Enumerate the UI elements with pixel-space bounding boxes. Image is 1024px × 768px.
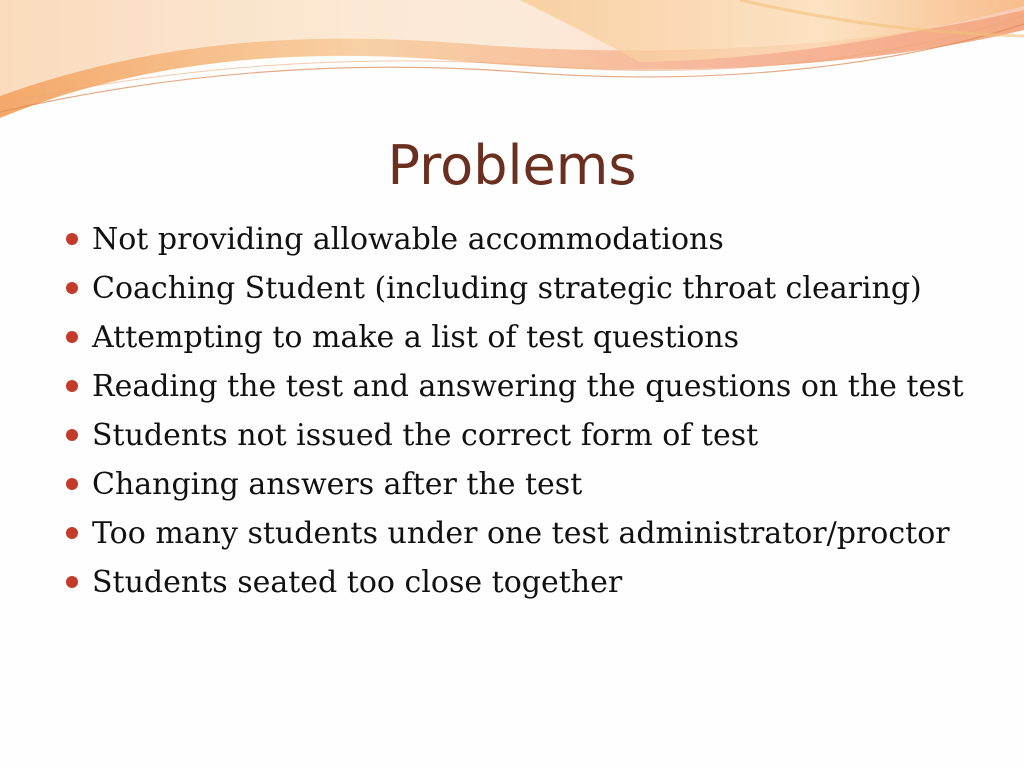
bullet-dot-icon — [66, 331, 78, 343]
slide-title: Problems — [387, 134, 637, 197]
bullet-dot-icon — [66, 380, 78, 392]
bullet-text: Attempting to make a list of test questions — [92, 320, 740, 355]
bullet-dot-icon — [66, 233, 78, 245]
bullet-text: Students not issued the correct form of test — [92, 418, 759, 453]
bullet-item — [62, 318, 972, 357]
bullet-item — [62, 563, 972, 602]
bullet-text: Reading the test and answering the questions on the test — [92, 369, 964, 404]
bullet-dot-icon — [66, 527, 78, 539]
bullet-item — [62, 269, 972, 308]
bullet-dot-icon — [66, 429, 78, 441]
bullet-text: Coaching Student (including strategic throat clearing) — [92, 271, 922, 306]
bullet-list — [62, 220, 972, 612]
bullet-item — [62, 220, 972, 259]
bullet-item — [62, 514, 972, 553]
bullet-dot-icon — [66, 478, 78, 490]
bullet-item — [62, 465, 972, 504]
bullet-text: Students seated too close together — [92, 565, 623, 600]
bullet-item — [62, 367, 972, 406]
bullet-dot-icon — [66, 282, 78, 294]
header-wave-decoration — [0, 0, 1024, 130]
bullet-item — [62, 416, 972, 455]
bullet-text: Changing answers after the test — [92, 467, 583, 502]
bullet-text: Too many students under one test administrator/proctor — [92, 516, 950, 551]
bullet-text: Not providing allowable accommodations — [92, 222, 724, 257]
bullet-dot-icon — [66, 576, 78, 588]
